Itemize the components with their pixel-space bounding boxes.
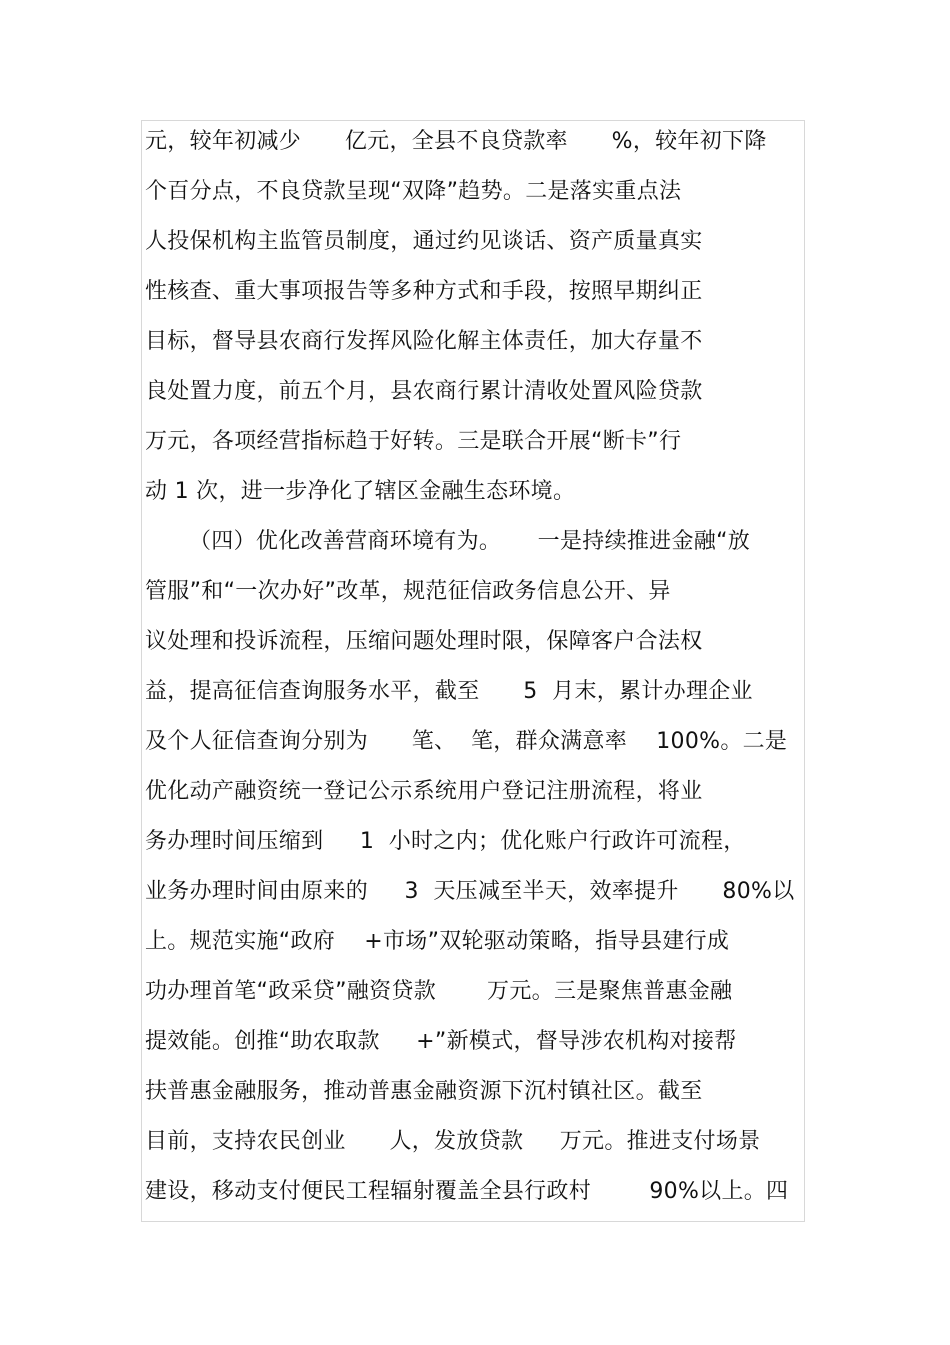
paragraph-line: 建设，移动支付便民工程辐射覆盖全县行政村 90%以上。四 [145,1179,789,1204]
paragraph-line: 目前，支持农民创业 人，发放贷款 万元。推进支付场景 [145,1129,761,1154]
paragraph-line: 管服”和“一次办好”改革，规范征信政务信息公开、异 [145,579,671,604]
paragraph-line: 扶普惠金融服务，推动普惠金融资源下沉村镇社区。截至 [145,1079,703,1104]
paragraph-line: 目标，督导县农商行发挥风险化解主体责任，加大存量不 [145,329,703,354]
paragraph-line: 动 1 次，进一步净化了辖区金融生态环境。 [145,479,576,504]
paragraph-line: 上。规范实施“政府 +市场”双轮驱动策略，指导县建行成 [145,929,730,954]
paragraph-line: 万元，各项经营指标趋于好转。三是联合开展“断卡”行 [145,429,682,454]
paragraph-line: 元，较年初减少 亿元，全县不良贷款率 %，较年初下降 [145,129,767,154]
section-heading-line: （四）优化改善营商环境有为。 一是持续推进金融“放 [189,529,751,554]
paragraph-line: 议处理和投诉流程，压缩问题处理时限，保障客户合法权 [145,629,703,654]
document-body [145,117,825,1217]
paragraph-line: 个百分点，不良贷款呈现“双降”趋势。二是落实重点法 [145,179,682,204]
paragraph-line: 务办理时间压缩到 1 小时之内；优化账户行政许可流程， [145,829,746,854]
paragraph-line: 益，提高征信查询服务水平，截至 5 月末，累计办理企业 [145,679,753,704]
paragraph-line: 业务办理时间由原来的 3 天压减至半天，效率提升 80%以 [145,879,795,904]
paragraph-line: 人投保机构主监管员制度，通过约见谈话、资产质量真实 [145,229,703,254]
paragraph-line: 功办理首笔“政采贷”融资贷款 万元。三是聚焦普惠金融 [145,979,733,1004]
paragraph-line: 良处置力度，前五个月，县农商行累计清收处置风险贷款 [145,379,703,404]
paragraph-line: 及个人征信查询分别为 笔、 笔，群众满意率 100%。二是 [145,729,788,754]
paragraph-line: 提效能。创推“助农取款 +”新模式，督导涉农机构对接帮 [145,1029,737,1054]
paragraph-line: 优化动产融资统一登记公示系统用户登记注册流程，将业 [145,779,703,804]
paragraph-line: 性核查、重大事项报告等多种方式和手段，按照早期纠正 [145,279,703,304]
